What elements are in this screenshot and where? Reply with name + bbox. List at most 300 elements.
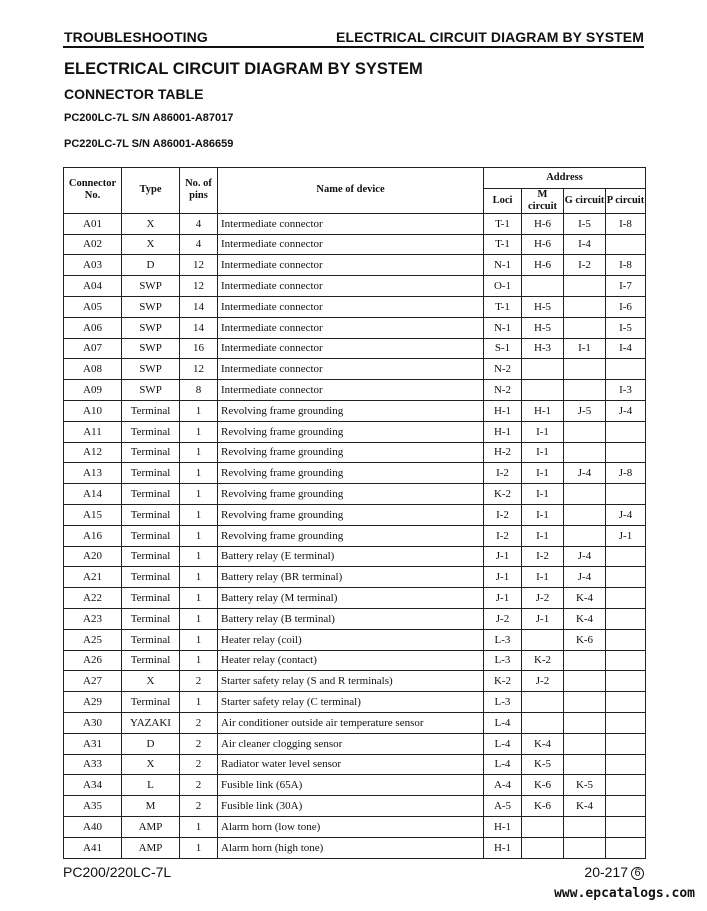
- col-header-m-circuit: M circuit: [522, 188, 564, 213]
- g-circuit-cell: I-2: [564, 255, 606, 276]
- col-header-no-of-pins: No. of pins: [180, 168, 218, 214]
- device-name-cell: Air conditioner outside air temperature sensor: [218, 712, 484, 733]
- m-circuit-cell: K-6: [522, 775, 564, 796]
- type-cell: Terminal: [122, 400, 180, 421]
- connector-no-cell: A22: [64, 588, 122, 609]
- p-circuit-cell: I-8: [606, 255, 646, 276]
- device-name-cell: Intermediate connector: [218, 359, 484, 380]
- page-title: ELECTRICAL CIRCUIT DIAGRAM BY SYSTEM: [64, 60, 423, 78]
- type-cell: X: [122, 754, 180, 775]
- connector-no-cell: A34: [64, 775, 122, 796]
- p-circuit-cell: [606, 692, 646, 713]
- m-circuit-cell: K-4: [522, 733, 564, 754]
- table-row: [64, 317, 646, 338]
- pins-cell: 16: [180, 338, 218, 359]
- g-circuit-cell: I-1: [564, 338, 606, 359]
- device-name-cell: Heater relay (coil): [218, 629, 484, 650]
- connector-no-cell: A21: [64, 567, 122, 588]
- type-cell: YAZAKI: [122, 712, 180, 733]
- device-name-cell: Starter safety relay (C terminal): [218, 692, 484, 713]
- connector-no-cell: A14: [64, 484, 122, 505]
- pins-cell: 1: [180, 608, 218, 629]
- pins-cell: 2: [180, 712, 218, 733]
- col-header-g-circuit: G circuit: [564, 188, 606, 213]
- table-row: [64, 255, 646, 276]
- type-cell: SWP: [122, 276, 180, 297]
- type-cell: D: [122, 255, 180, 276]
- g-circuit-cell: [564, 671, 606, 692]
- type-cell: Terminal: [122, 629, 180, 650]
- g-circuit-cell: J-4: [564, 463, 606, 484]
- loci-cell: I-2: [484, 525, 522, 546]
- table-row: [64, 380, 646, 401]
- loci-cell: N-2: [484, 380, 522, 401]
- device-name-cell: Alarm horn (low tone): [218, 816, 484, 837]
- loci-cell: T-1: [484, 213, 522, 234]
- connector-no-cell: A11: [64, 421, 122, 442]
- pins-cell: 1: [180, 442, 218, 463]
- col-header-name-of-device: Name of device: [218, 168, 484, 214]
- type-cell: SWP: [122, 296, 180, 317]
- connector-no-cell: A04: [64, 276, 122, 297]
- type-cell: Terminal: [122, 588, 180, 609]
- device-name-cell: Revolving frame grounding: [218, 525, 484, 546]
- g-circuit-cell: [564, 296, 606, 317]
- table-row: [64, 588, 646, 609]
- loci-cell: T-1: [484, 234, 522, 255]
- device-name-cell: Battery relay (B terminal): [218, 608, 484, 629]
- g-circuit-cell: [564, 733, 606, 754]
- pins-cell: 1: [180, 692, 218, 713]
- table-row: [64, 525, 646, 546]
- connector-no-cell: A05: [64, 296, 122, 317]
- type-cell: Terminal: [122, 484, 180, 505]
- m-circuit-cell: I-1: [522, 442, 564, 463]
- loci-cell: I-2: [484, 504, 522, 525]
- page-number: 20-217: [584, 864, 628, 880]
- type-cell: Terminal: [122, 608, 180, 629]
- loci-cell: L-4: [484, 733, 522, 754]
- connector-no-cell: A29: [64, 692, 122, 713]
- page-subtitle: CONNECTOR TABLE: [64, 86, 204, 102]
- loci-cell: H-1: [484, 816, 522, 837]
- loci-cell: T-1: [484, 296, 522, 317]
- type-cell: Terminal: [122, 546, 180, 567]
- type-cell: SWP: [122, 380, 180, 401]
- loci-cell: H-1: [484, 400, 522, 421]
- table-row: [64, 567, 646, 588]
- device-name-cell: Revolving frame grounding: [218, 442, 484, 463]
- p-circuit-cell: I-7: [606, 276, 646, 297]
- m-circuit-cell: I-2: [522, 546, 564, 567]
- loci-cell: L-4: [484, 712, 522, 733]
- device-name-cell: Revolving frame grounding: [218, 463, 484, 484]
- connector-no-cell: A33: [64, 754, 122, 775]
- pins-cell: 1: [180, 588, 218, 609]
- g-circuit-cell: [564, 816, 606, 837]
- g-circuit-cell: [564, 754, 606, 775]
- connector-no-cell: A08: [64, 359, 122, 380]
- pins-cell: 1: [180, 525, 218, 546]
- p-circuit-cell: J-8: [606, 463, 646, 484]
- device-name-cell: Intermediate connector: [218, 296, 484, 317]
- m-circuit-cell: H-6: [522, 255, 564, 276]
- loci-cell: J-1: [484, 588, 522, 609]
- table-row: [64, 671, 646, 692]
- loci-cell: J-1: [484, 546, 522, 567]
- m-circuit-cell: J-2: [522, 588, 564, 609]
- connector-no-cell: A13: [64, 463, 122, 484]
- g-circuit-cell: [564, 484, 606, 505]
- table-row: [64, 712, 646, 733]
- connector-no-cell: A40: [64, 816, 122, 837]
- model-line: PC220LC-7L S/N A86001-A86659: [64, 138, 234, 150]
- col-header-type: Type: [122, 168, 180, 214]
- device-name-cell: Fusible link (65A): [218, 775, 484, 796]
- pins-cell: 1: [180, 484, 218, 505]
- table-row: [64, 796, 646, 817]
- table-row: [64, 629, 646, 650]
- loci-cell: N-2: [484, 359, 522, 380]
- device-name-cell: Heater relay (contact): [218, 650, 484, 671]
- device-name-cell: Battery relay (E terminal): [218, 546, 484, 567]
- pins-cell: 4: [180, 213, 218, 234]
- pins-cell: 8: [180, 380, 218, 401]
- table-row: [64, 296, 646, 317]
- loci-cell: H-2: [484, 442, 522, 463]
- col-header-loci: Loci: [484, 188, 522, 213]
- type-cell: D: [122, 733, 180, 754]
- p-circuit-cell: I-3: [606, 380, 646, 401]
- connector-no-cell: A01: [64, 213, 122, 234]
- table-row: [64, 234, 646, 255]
- pins-cell: 1: [180, 567, 218, 588]
- m-circuit-cell: [522, 380, 564, 401]
- g-circuit-cell: [564, 692, 606, 713]
- pins-cell: 1: [180, 816, 218, 837]
- p-circuit-cell: [606, 421, 646, 442]
- g-circuit-cell: K-5: [564, 775, 606, 796]
- col-header-address: Address: [484, 168, 646, 189]
- p-circuit-cell: [606, 650, 646, 671]
- g-circuit-cell: [564, 442, 606, 463]
- type-cell: Terminal: [122, 421, 180, 442]
- loci-cell: I-2: [484, 463, 522, 484]
- connector-no-cell: A09: [64, 380, 122, 401]
- section-header: TROUBLESHOOTING: [64, 29, 208, 45]
- device-name-cell: Alarm horn (high tone): [218, 837, 484, 858]
- m-circuit-cell: [522, 837, 564, 858]
- device-name-cell: Intermediate connector: [218, 380, 484, 401]
- connector-no-cell: A03: [64, 255, 122, 276]
- type-cell: Terminal: [122, 504, 180, 525]
- connector-no-cell: A41: [64, 837, 122, 858]
- loci-cell: H-1: [484, 837, 522, 858]
- type-cell: Terminal: [122, 525, 180, 546]
- connector-no-cell: A16: [64, 525, 122, 546]
- table-row: [64, 504, 646, 525]
- g-circuit-cell: J-4: [564, 567, 606, 588]
- loci-cell: A-5: [484, 796, 522, 817]
- pins-cell: 1: [180, 463, 218, 484]
- type-cell: M: [122, 796, 180, 817]
- p-circuit-cell: J-4: [606, 400, 646, 421]
- m-circuit-cell: I-1: [522, 504, 564, 525]
- pins-cell: 2: [180, 733, 218, 754]
- m-circuit-cell: I-1: [522, 463, 564, 484]
- table-row: [64, 650, 646, 671]
- connector-no-cell: A30: [64, 712, 122, 733]
- loci-cell: N-1: [484, 255, 522, 276]
- device-name-cell: Battery relay (BR terminal): [218, 567, 484, 588]
- loci-cell: H-1: [484, 421, 522, 442]
- p-circuit-cell: [606, 567, 646, 588]
- p-circuit-cell: I-5: [606, 317, 646, 338]
- device-name-cell: Intermediate connector: [218, 234, 484, 255]
- pins-cell: 12: [180, 276, 218, 297]
- pins-cell: 2: [180, 754, 218, 775]
- g-circuit-cell: [564, 712, 606, 733]
- type-cell: SWP: [122, 317, 180, 338]
- p-circuit-cell: [606, 629, 646, 650]
- g-circuit-cell: [564, 359, 606, 380]
- p-circuit-cell: I-4: [606, 338, 646, 359]
- connector-no-cell: A31: [64, 733, 122, 754]
- pins-cell: 1: [180, 504, 218, 525]
- device-name-cell: Revolving frame grounding: [218, 484, 484, 505]
- p-circuit-cell: I-6: [606, 296, 646, 317]
- p-circuit-cell: [606, 796, 646, 817]
- p-circuit-cell: [606, 671, 646, 692]
- type-cell: X: [122, 671, 180, 692]
- g-circuit-cell: [564, 525, 606, 546]
- connector-no-cell: A02: [64, 234, 122, 255]
- g-circuit-cell: K-4: [564, 608, 606, 629]
- p-circuit-cell: [606, 546, 646, 567]
- table-row: [64, 733, 646, 754]
- m-circuit-cell: H-1: [522, 400, 564, 421]
- type-cell: X: [122, 234, 180, 255]
- pins-cell: 14: [180, 317, 218, 338]
- table-row: [64, 816, 646, 837]
- connector-table: [63, 167, 646, 859]
- g-circuit-cell: [564, 650, 606, 671]
- type-cell: SWP: [122, 359, 180, 380]
- p-circuit-cell: [606, 442, 646, 463]
- loci-cell: J-2: [484, 608, 522, 629]
- pins-cell: 1: [180, 837, 218, 858]
- g-circuit-cell: J-4: [564, 546, 606, 567]
- table-row: [64, 484, 646, 505]
- p-circuit-cell: J-1: [606, 525, 646, 546]
- pins-cell: 1: [180, 546, 218, 567]
- table-row: [64, 442, 646, 463]
- pins-cell: 1: [180, 421, 218, 442]
- p-circuit-cell: I-8: [606, 213, 646, 234]
- connector-no-cell: A26: [64, 650, 122, 671]
- pins-cell: 4: [180, 234, 218, 255]
- m-circuit-cell: [522, 359, 564, 380]
- loci-cell: L-3: [484, 629, 522, 650]
- m-circuit-cell: [522, 712, 564, 733]
- m-circuit-cell: H-3: [522, 338, 564, 359]
- m-circuit-cell: [522, 692, 564, 713]
- m-circuit-cell: K-2: [522, 650, 564, 671]
- device-name-cell: Intermediate connector: [218, 276, 484, 297]
- table-row: [64, 775, 646, 796]
- type-cell: SWP: [122, 338, 180, 359]
- table-row: [64, 692, 646, 713]
- type-cell: Terminal: [122, 692, 180, 713]
- g-circuit-cell: J-5: [564, 400, 606, 421]
- device-name-cell: Air cleaner clogging sensor: [218, 733, 484, 754]
- p-circuit-cell: [606, 733, 646, 754]
- pins-cell: 1: [180, 650, 218, 671]
- footer-page-number: [584, 864, 644, 880]
- p-circuit-cell: [606, 608, 646, 629]
- g-circuit-cell: [564, 421, 606, 442]
- type-cell: AMP: [122, 837, 180, 858]
- g-circuit-cell: [564, 504, 606, 525]
- g-circuit-cell: [564, 276, 606, 297]
- loci-cell: A-4: [484, 775, 522, 796]
- device-name-cell: Fusible link (30A): [218, 796, 484, 817]
- device-name-cell: Revolving frame grounding: [218, 400, 484, 421]
- type-cell: Terminal: [122, 463, 180, 484]
- type-cell: X: [122, 213, 180, 234]
- pins-cell: 1: [180, 400, 218, 421]
- loci-cell: L-4: [484, 754, 522, 775]
- m-circuit-cell: H-5: [522, 296, 564, 317]
- m-circuit-cell: H-6: [522, 234, 564, 255]
- table-row: [64, 754, 646, 775]
- m-circuit-cell: H-5: [522, 317, 564, 338]
- g-circuit-cell: K-6: [564, 629, 606, 650]
- table-row: [64, 837, 646, 858]
- loci-cell: K-2: [484, 484, 522, 505]
- col-header-connector-no: Connector No.: [64, 168, 122, 214]
- m-circuit-cell: I-1: [522, 567, 564, 588]
- loci-cell: L-3: [484, 650, 522, 671]
- m-circuit-cell: H-6: [522, 213, 564, 234]
- type-cell: Terminal: [122, 567, 180, 588]
- pins-cell: 12: [180, 255, 218, 276]
- table-row: [64, 463, 646, 484]
- table-row: [64, 400, 646, 421]
- loci-cell: J-1: [484, 567, 522, 588]
- p-circuit-cell: [606, 712, 646, 733]
- table-row: [64, 359, 646, 380]
- p-circuit-cell: [606, 775, 646, 796]
- watermark: www.epcatalogs.com: [554, 886, 695, 901]
- connector-no-cell: A10: [64, 400, 122, 421]
- pins-cell: 2: [180, 775, 218, 796]
- chapter-header: ELECTRICAL CIRCUIT DIAGRAM BY SYSTEM: [336, 29, 644, 45]
- device-name-cell: Radiator water level sensor: [218, 754, 484, 775]
- pins-cell: 2: [180, 796, 218, 817]
- table-row: [64, 546, 646, 567]
- loci-cell: L-3: [484, 692, 522, 713]
- connector-no-cell: A15: [64, 504, 122, 525]
- connector-no-cell: A12: [64, 442, 122, 463]
- pins-cell: 2: [180, 671, 218, 692]
- device-name-cell: Intermediate connector: [218, 255, 484, 276]
- header-rule: [63, 46, 644, 48]
- g-circuit-cell: I-4: [564, 234, 606, 255]
- p-circuit-cell: [606, 234, 646, 255]
- table-row: [64, 213, 646, 234]
- g-circuit-cell: K-4: [564, 796, 606, 817]
- g-circuit-cell: K-4: [564, 588, 606, 609]
- m-circuit-cell: K-5: [522, 754, 564, 775]
- loci-cell: S-1: [484, 338, 522, 359]
- table-row: [64, 608, 646, 629]
- connector-no-cell: A20: [64, 546, 122, 567]
- p-circuit-cell: [606, 837, 646, 858]
- m-circuit-cell: [522, 629, 564, 650]
- loci-cell: N-1: [484, 317, 522, 338]
- m-circuit-cell: J-1: [522, 608, 564, 629]
- p-circuit-cell: [606, 588, 646, 609]
- m-circuit-cell: I-1: [522, 484, 564, 505]
- g-circuit-cell: [564, 837, 606, 858]
- device-name-cell: Intermediate connector: [218, 213, 484, 234]
- connector-no-cell: A07: [64, 338, 122, 359]
- device-name-cell: Starter safety relay (S and R terminals): [218, 671, 484, 692]
- table-row: [64, 338, 646, 359]
- g-circuit-cell: I-5: [564, 213, 606, 234]
- type-cell: Terminal: [122, 442, 180, 463]
- pins-cell: 14: [180, 296, 218, 317]
- pins-cell: 1: [180, 629, 218, 650]
- p-circuit-cell: J-4: [606, 504, 646, 525]
- g-circuit-cell: [564, 317, 606, 338]
- col-header-p-circuit: P circuit: [606, 188, 646, 213]
- p-circuit-cell: [606, 754, 646, 775]
- type-cell: Terminal: [122, 650, 180, 671]
- device-name-cell: Revolving frame grounding: [218, 504, 484, 525]
- connector-no-cell: A06: [64, 317, 122, 338]
- connector-no-cell: A35: [64, 796, 122, 817]
- connector-no-cell: A27: [64, 671, 122, 692]
- g-circuit-cell: [564, 380, 606, 401]
- table-row: [64, 276, 646, 297]
- m-circuit-cell: I-1: [522, 525, 564, 546]
- loci-cell: O-1: [484, 276, 522, 297]
- type-cell: AMP: [122, 816, 180, 837]
- loci-cell: K-2: [484, 671, 522, 692]
- connector-table-body: [64, 213, 646, 858]
- connector-no-cell: A23: [64, 608, 122, 629]
- device-name-cell: Battery relay (M terminal): [218, 588, 484, 609]
- p-circuit-cell: [606, 484, 646, 505]
- device-name-cell: Revolving frame grounding: [218, 421, 484, 442]
- model-line: PC200LC-7L S/N A86001-A87017: [64, 112, 234, 124]
- device-name-cell: Intermediate connector: [218, 338, 484, 359]
- footer-model: PC200/220LC-7L: [63, 864, 172, 880]
- m-circuit-cell: I-1: [522, 421, 564, 442]
- pins-cell: 12: [180, 359, 218, 380]
- connector-no-cell: A25: [64, 629, 122, 650]
- m-circuit-cell: K-6: [522, 796, 564, 817]
- m-circuit-cell: J-2: [522, 671, 564, 692]
- device-name-cell: Intermediate connector: [218, 317, 484, 338]
- m-circuit-cell: [522, 816, 564, 837]
- type-cell: L: [122, 775, 180, 796]
- revision-mark: 6: [631, 867, 644, 880]
- m-circuit-cell: [522, 276, 564, 297]
- table-row: [64, 421, 646, 442]
